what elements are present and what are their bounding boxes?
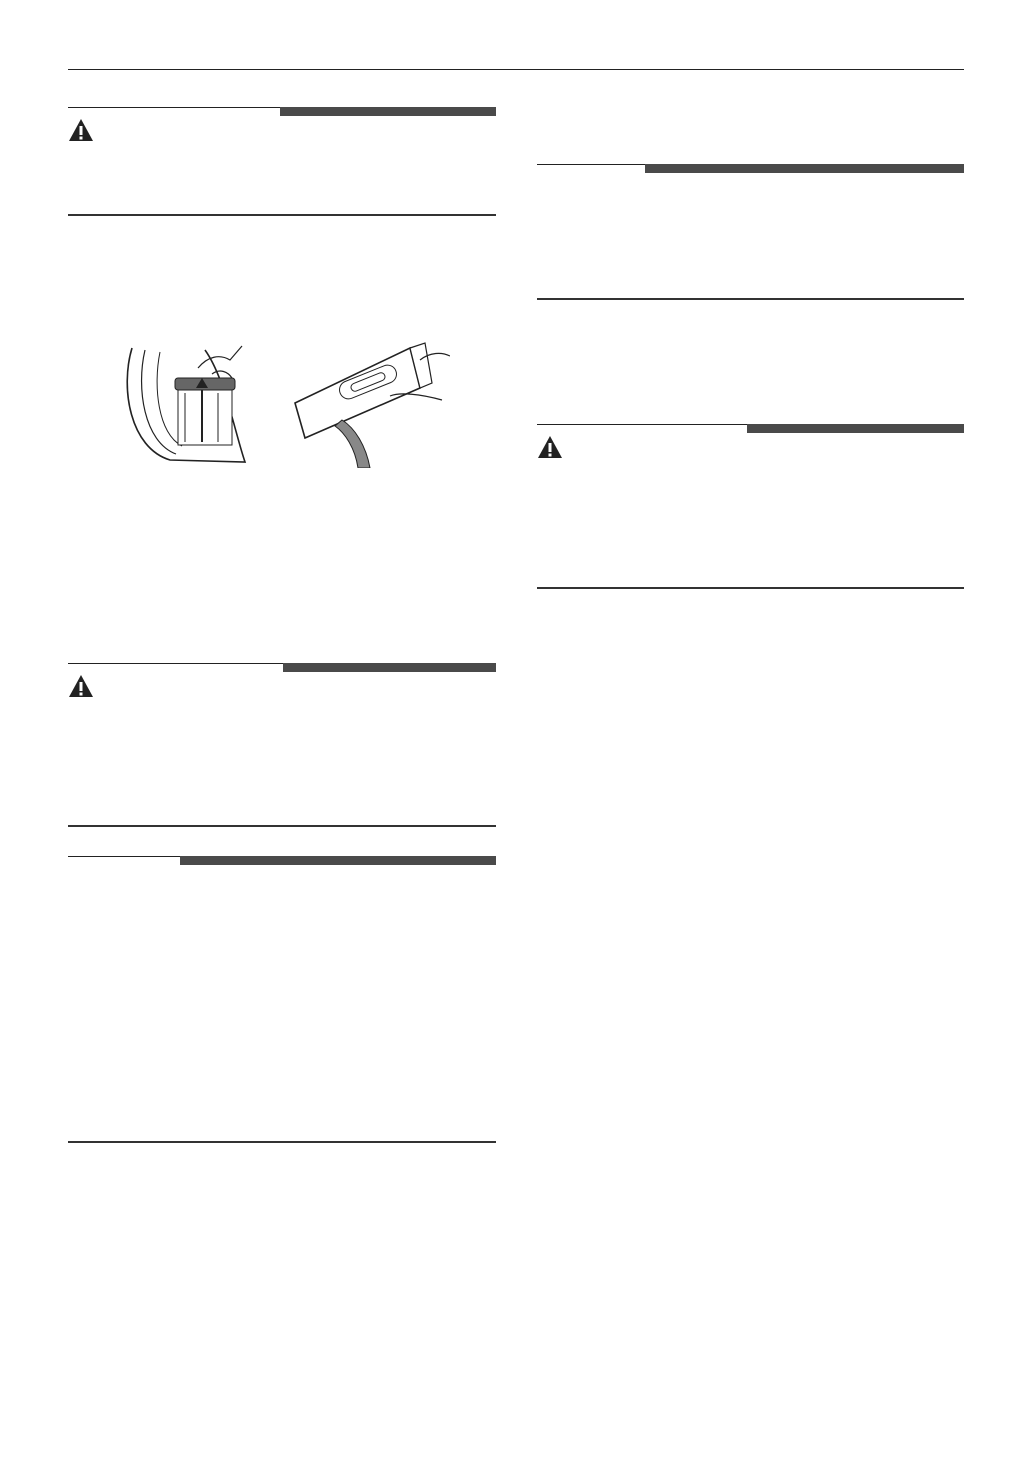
warning-label-bar (747, 424, 964, 433)
warning-label-bar (280, 107, 496, 116)
note-box-bottom-rule (537, 298, 964, 300)
header-rule (68, 69, 964, 70)
note-box-bottom-rule (68, 1141, 496, 1143)
lint-filter-illustration (120, 338, 450, 468)
warning-box-bottom-rule (68, 825, 496, 827)
warning-label-bar (283, 663, 496, 672)
warning-triangle-icon (68, 118, 94, 142)
warning-box-bottom-rule (537, 587, 964, 589)
note-label-bar (180, 856, 496, 865)
warning-triangle-icon (537, 435, 563, 459)
warning-box-bottom-rule (68, 214, 496, 216)
lint-filter-removal-illustration (120, 338, 450, 468)
warning-triangle-icon (68, 674, 94, 698)
note-label-bar (645, 164, 964, 173)
